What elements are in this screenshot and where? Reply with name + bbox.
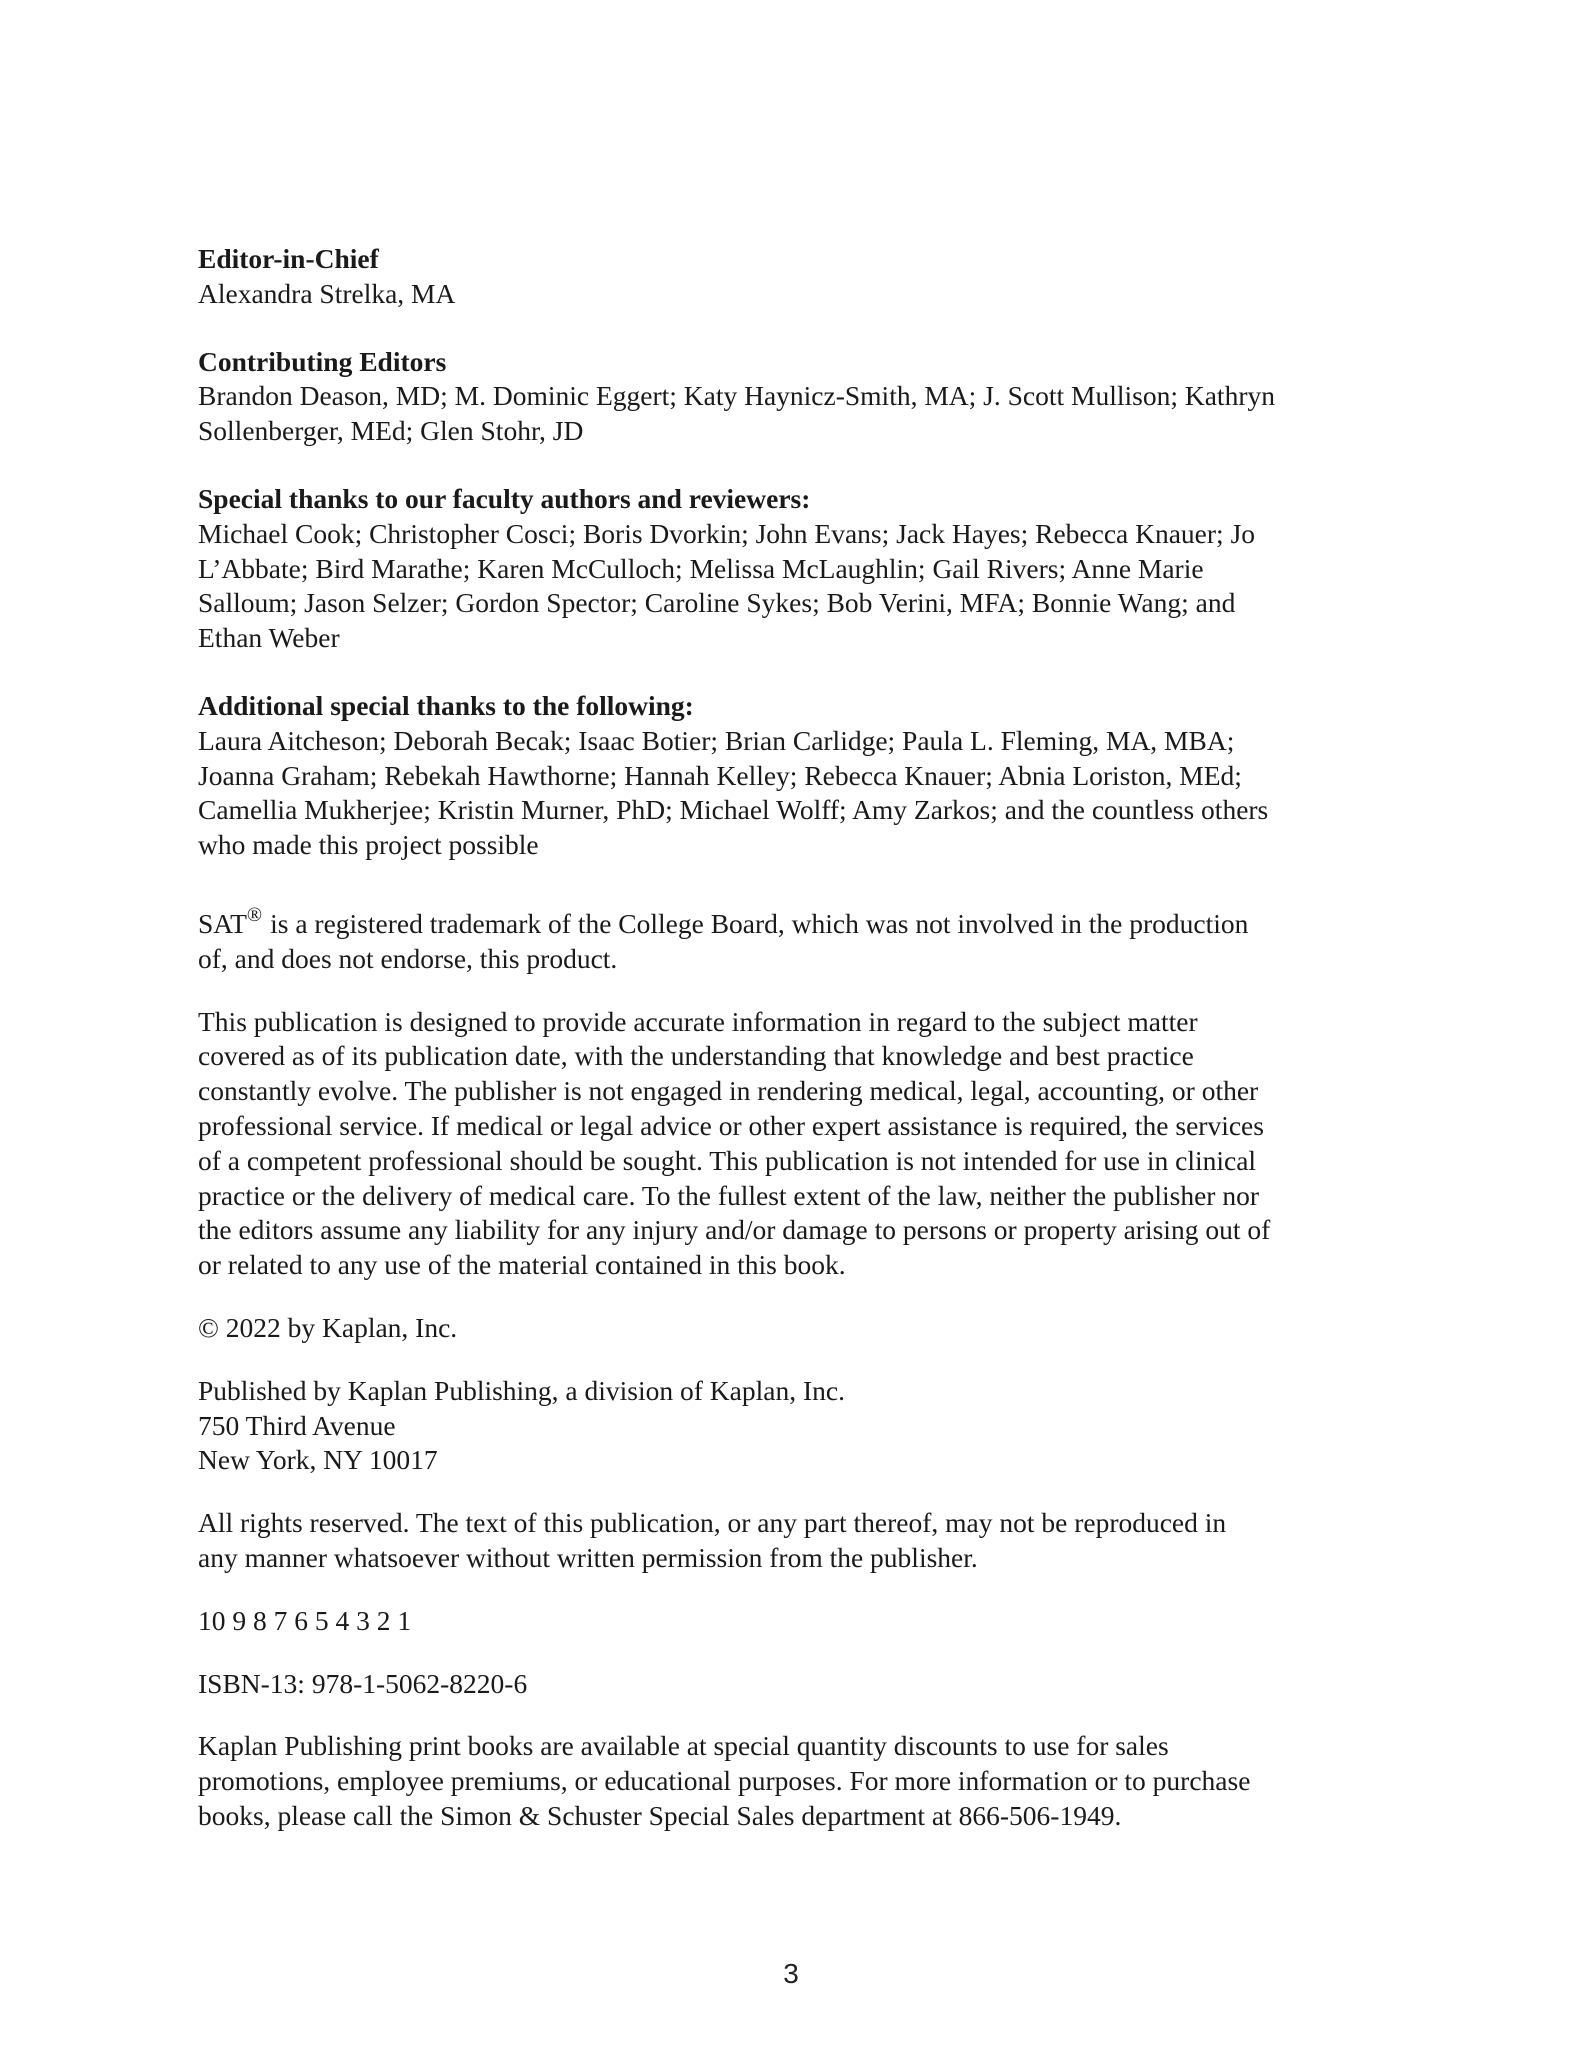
special-sales-notice	[198, 1729, 1388, 1833]
sales-line: promotions, employee premiums, or educational purposes. For more information or to purchase	[198, 1765, 1251, 1797]
trademark-notice	[198, 903, 1388, 977]
printing-line	[198, 1604, 1388, 1639]
contributing-editors-section	[198, 345, 1388, 449]
special-thanks-line: Michael Cook; Christopher Cosci; Boris Dvorkin; John Evans; Jack Hayes; Rebecca Knauer; Jo	[198, 517, 1256, 549]
trademark-line: of, and does not endorse, this product.	[198, 942, 618, 974]
editor-in-chief-name: Alexandra Strelka, MA	[198, 277, 456, 309]
trademark-mark: SAT	[198, 907, 247, 939]
disclaimer-line: or related to any use of the material contained in this book.	[198, 1249, 846, 1281]
additional-thanks-heading: Additional special thanks to the following:	[198, 689, 694, 721]
disclaimer-line: This publication is designed to provide accurate information in regard to the subject matter	[198, 1005, 1198, 1037]
copyright-notice	[198, 1311, 1388, 1346]
special-thanks-line: Ethan Weber	[198, 622, 340, 654]
editor-in-chief-section	[198, 242, 1388, 312]
disclaimer-line: covered as of its publication date, with the understanding that knowledge and best practice	[198, 1040, 1194, 1072]
special-thanks-line: Salloum; Jason Selzer; Gordon Spector; Caroline Sykes; Bob Verini, MFA; Bonnie Wang; and	[198, 587, 1236, 619]
isbn-block	[198, 1667, 1388, 1702]
special-thanks-section	[198, 482, 1388, 656]
rights-line: any manner whatsoever without written permission from the publisher.	[198, 1541, 978, 1573]
rights-notice	[198, 1506, 1388, 1576]
trademark-text: is a registered trademark of the College Board, which was not involved in the production	[270, 907, 1249, 939]
additional-thanks-section	[198, 689, 1388, 863]
publisher-line: Published by Kaplan Publishing, a division of Kaplan, Inc.	[198, 1374, 845, 1406]
editor-in-chief-heading: Editor-in-Chief	[198, 243, 379, 274]
additional-thanks-line: who made this project possible	[198, 829, 539, 861]
registered-symbol: ®	[246, 903, 263, 926]
contributing-editors-heading: Contributing Editors	[198, 345, 447, 377]
page-number: 3	[783, 1958, 799, 1989]
disclaimer-paragraph	[198, 1005, 1388, 1283]
additional-thanks-line: Camellia Mukherjee; Kristin Murner, PhD; Michael Wolff; Amy Zarkos; and the countless others	[198, 794, 1269, 826]
rights-line: All rights reserved. The text of this publication, or any part thereof, may not be reproduced in	[198, 1507, 1227, 1539]
special-thanks-line: L’Abbate; Bird Marathe; Karen McCulloch; Melissa McLaughlin; Gail Rivers; Anne Marie	[198, 552, 1204, 584]
publisher-address	[198, 1374, 1388, 1478]
sales-line: Kaplan Publishing print books are available at special quantity discounts to use for sales	[198, 1730, 1169, 1762]
disclaimer-line: professional service. If medical or legal advice or other expert assistance is required, the services	[198, 1109, 1264, 1141]
disclaimer-line: of a competent professional should be sought. This publication is not intended for use in clinical	[198, 1144, 1257, 1176]
copyright-page	[198, 242, 1388, 1834]
additional-thanks-line: Joanna Graham; Rebekah Hawthorne; Hannah Kelley; Rebecca Knauer; Abnia Loriston, MEd;	[198, 759, 1242, 791]
printing-numbers: 10 9 8 7 6 5 4 3 2 1	[198, 1604, 412, 1636]
publisher-line: New York, NY 10017	[198, 1444, 438, 1476]
publisher-line: 750 Third Avenue	[198, 1409, 396, 1441]
additional-thanks-line: Laura Aitcheson; Deborah Becak; Isaac Botier; Brian Carlidge; Paula L. Fleming, MA, MBA;	[198, 724, 1235, 756]
trademark-line	[198, 903, 1388, 942]
copyright-line: © 2022 by Kaplan, Inc.	[198, 1311, 458, 1343]
disclaimer-line: constantly evolve. The publisher is not engaged in rendering medical, legal, accounting, or other	[198, 1075, 1259, 1107]
contributing-editors-line: Sollenberger, MEd; Glen Stohr, JD	[198, 415, 584, 447]
sales-line: books, please call the Simon & Schuster Special Sales department at 866-506-1949.	[198, 1799, 1122, 1831]
special-thanks-heading: Special thanks to our faculty authors and reviewers:	[198, 482, 811, 514]
disclaimer-line: the editors assume any liability for any injury and/or damage to persons or property arising out of	[198, 1214, 1271, 1246]
contributing-editors-line: Brandon Deason, MD; M. Dominic Eggert; Katy Haynicz-Smith, MA; J. Scott Mullison; Kathryn	[198, 380, 1275, 412]
isbn: ISBN-13: 978-1-5062-8220-6	[198, 1667, 528, 1699]
disclaimer-line: practice or the delivery of medical care. To the fullest extent of the law, neither the publisher nor	[198, 1179, 1259, 1211]
